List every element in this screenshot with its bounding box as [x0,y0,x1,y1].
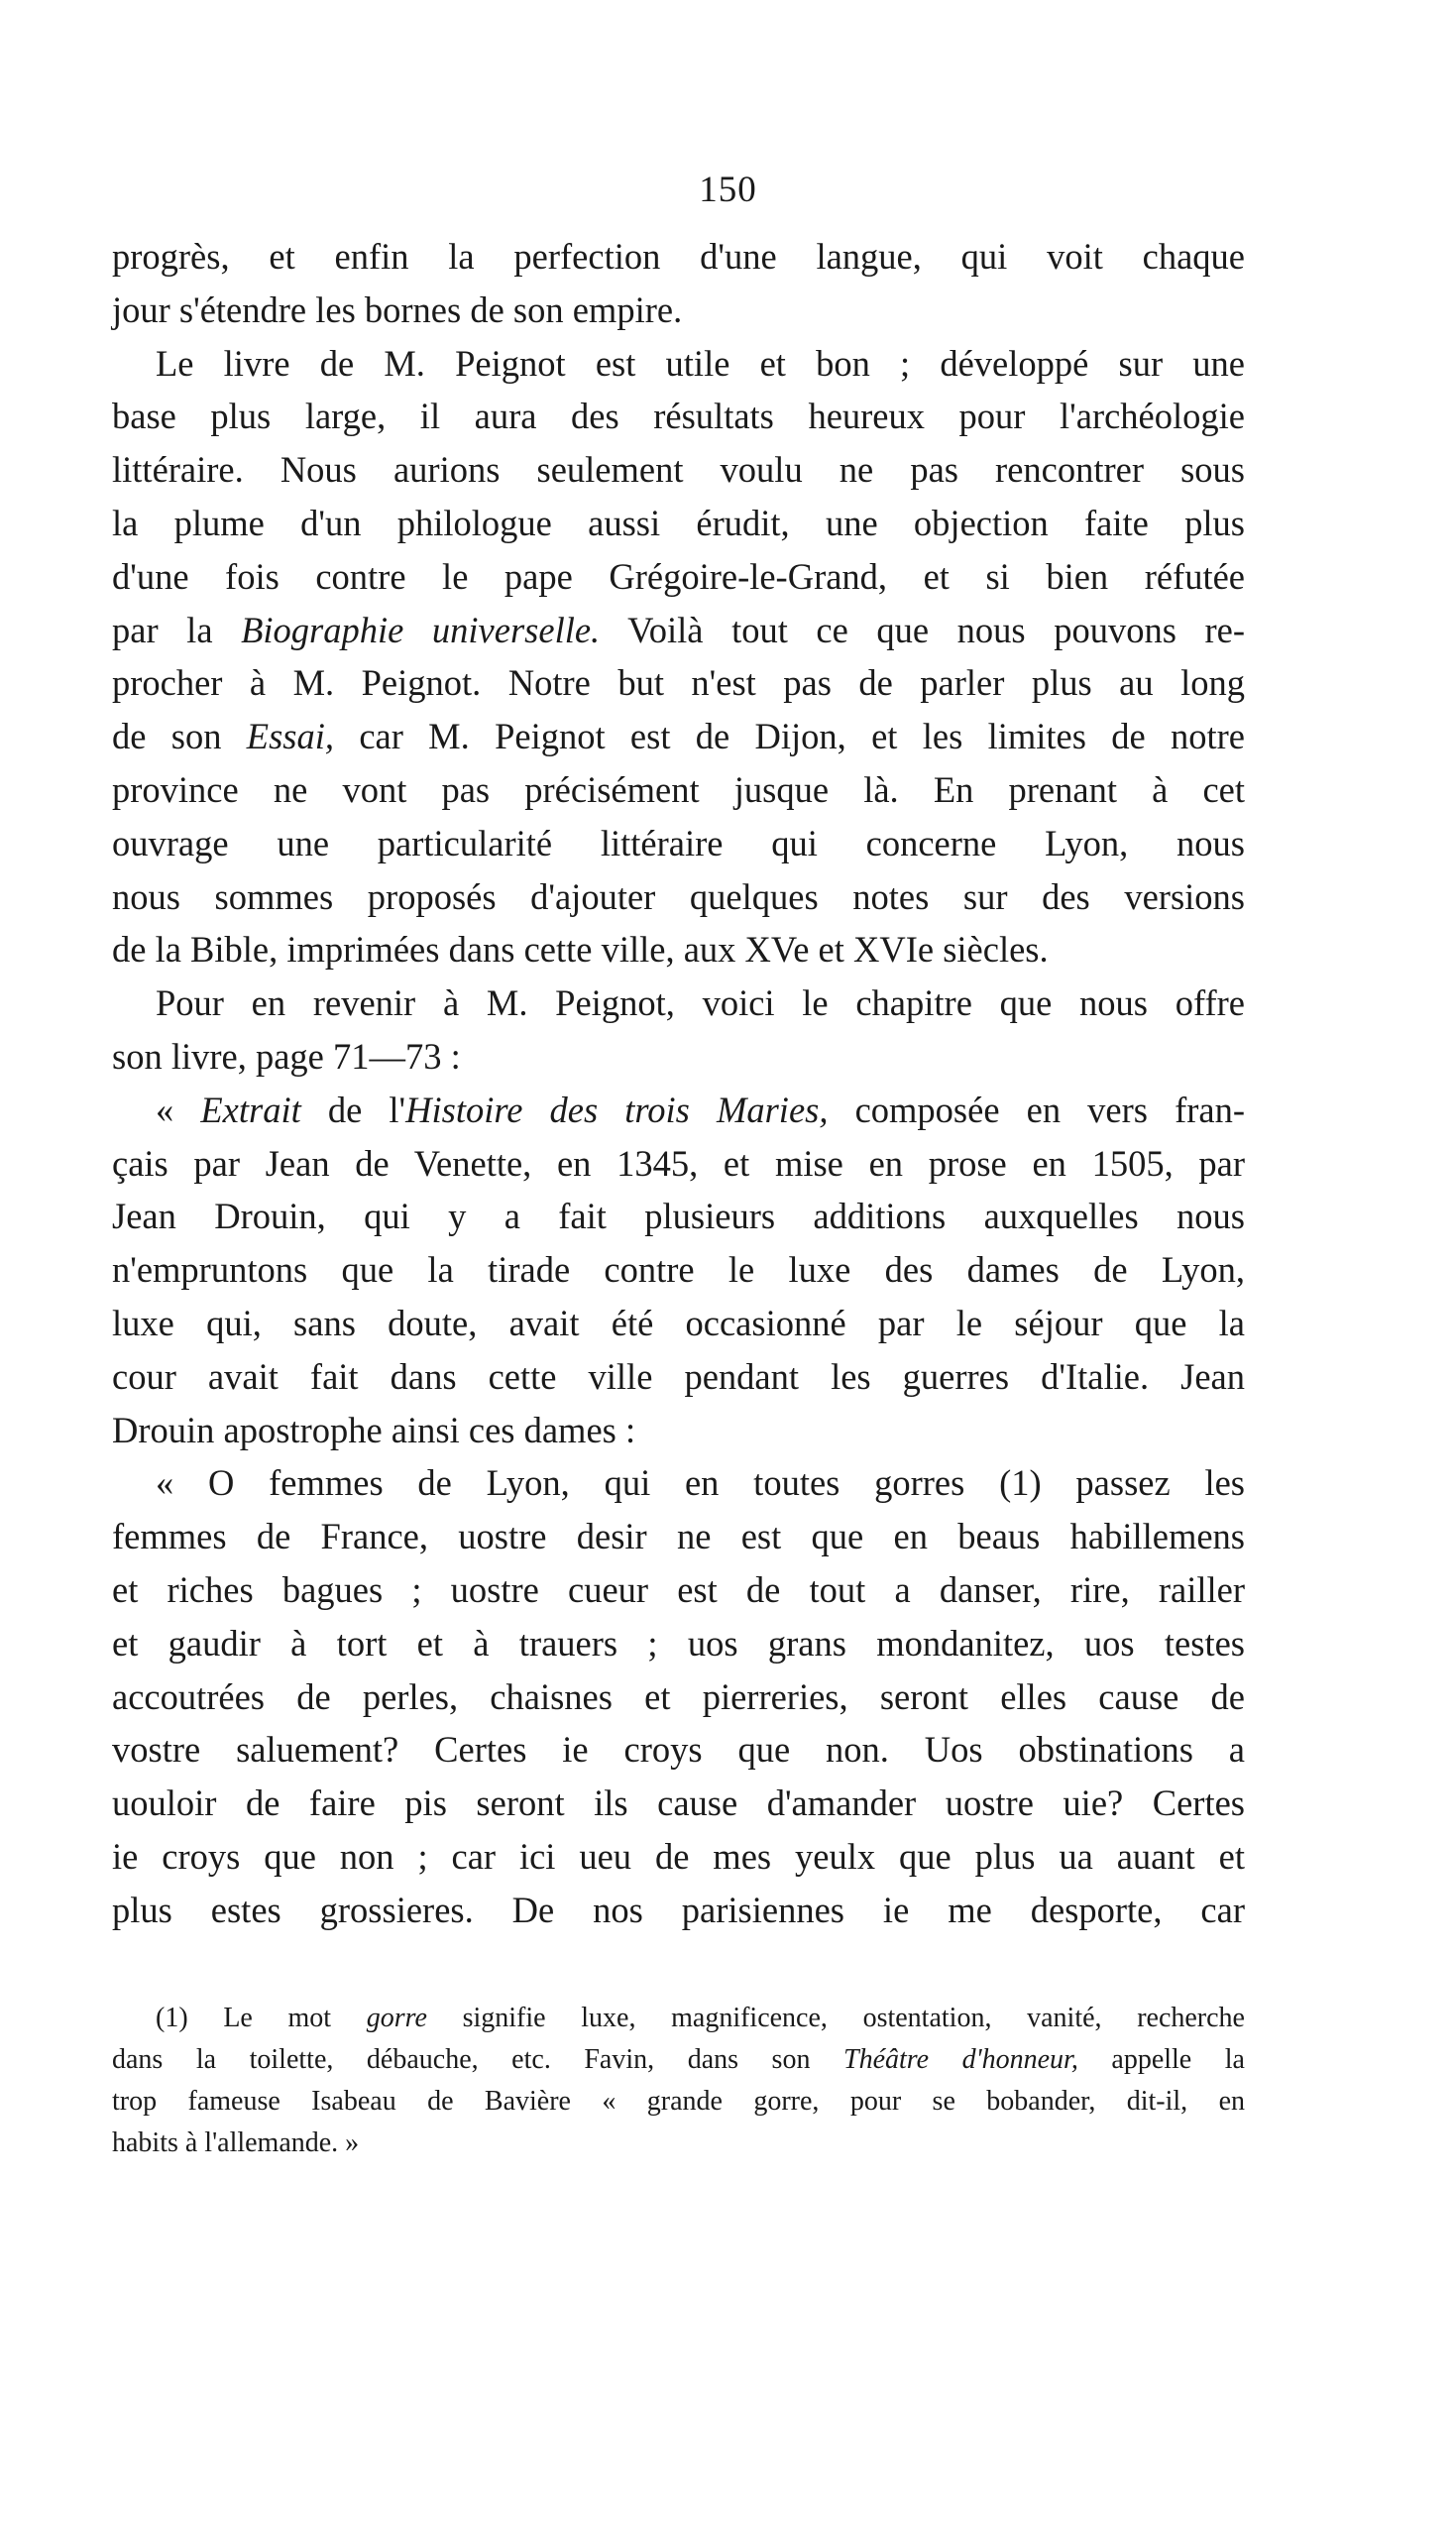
text-line: de la Bible, imprimées dans cette ville, aux XVe et XVIe siècles. [112,929,1049,971]
text-line: uouloir de faire pis seront ils cause d'amander uostre uie? Certes [112,1782,1245,1824]
text-line: Pour en revenir à M. Peignot, voici le chapitre que nous offre [156,982,1245,1024]
footnote-line: (1) Le mot gorre signifie luxe, magnificence, ostentation, vanité, recherche [156,2003,1245,2033]
text-line: vostre saluement? Certes ie croys que non. Uos obstinations a [112,1729,1245,1771]
text-line: Drouin apostrophe ainsi ces dames : [112,1409,636,1450]
text-line: littéraire. Nous aurions seulement voulu ne pas rencontrer sous [112,449,1245,491]
text-line: « Extrait de l'Histoire des trois Maries, composée en vers fran- [156,1089,1246,1130]
text-line: ouvrage une particularité littéraire qui concerne Lyon, nous [112,822,1245,863]
text-line: femmes de France, uostre desir ne est que en beaus habillemens [112,1516,1245,1557]
text-line: et gaudir à tort et à trauers ; uos grans mondanitez, uos testes [112,1622,1245,1664]
footnote-line: dans la toilette, débauche, etc. Favin, dans son Théâtre d'honneur, appelle la [112,2044,1245,2075]
footnote [112,1998,1245,2164]
text-line: progrès, et enfin la perfection d'une langue, qui voit chaque [112,236,1245,277]
text-line: ie croys que non ; car ici ueu de mes yeulx que plus ua auant et [112,1835,1245,1877]
text-line: par la Biographie universelle. Voilà tout ce que nous pouvons re- [112,609,1246,650]
text-line: et riches bagues ; uostre cueur est de tout a danser, rire, railler [112,1568,1245,1610]
text-line: Jean Drouin, qui y a fait plusieurs additions auxquelles nous [112,1196,1245,1237]
italic-title: Biographie universelle. [241,609,601,650]
text-line: luxe qui, sans doute, avait été occasionné par le séjour que la [112,1302,1245,1343]
italic-title: Théâtre d'honneur, [843,2044,1078,2075]
text-line: accoutrées de perles, chaisnes et pierreries, seront elles cause de [112,1675,1245,1717]
text-line: jour s'étendre les bornes de son empire. [112,288,683,330]
text-line: d'une fois contre le pape Grégoire-le-Grand, et si bien réfutée [112,555,1245,597]
italic-title: Histoire des trois Maries, [405,1089,829,1130]
text-line: cour avait fait dans cette ville pendant les guerres d'Italie. Jean [112,1355,1245,1397]
text-line: son livre, page 71—73 : [112,1035,461,1077]
text-line: çais par Jean de Venette, en 1345, et mise en prose en 1505, par [112,1142,1245,1184]
text-line: n'empruntons que la tirade contre le luxe des dames de Lyon, [112,1249,1245,1291]
text-line: nous sommes proposés d'ajouter quelques notes sur des versions [112,875,1245,917]
text-line: « O femmes de Lyon, qui en toutes gorres (1) passez les [156,1462,1245,1504]
text-line: la plume d'un philologue aussi érudit, une objection faite plus [112,502,1245,543]
page-number: 150 [699,170,757,210]
italic-title: Extrait [200,1089,301,1130]
footnote-line: habits à l'allemande. » [112,2127,360,2158]
text-line: de son Essai, car M. Peignot est de Dijon, et les limites de notre [112,716,1246,757]
text-line: base plus large, il aura des résultats heureux pour l'archéologie [112,396,1245,437]
footnote-line: trop fameuse Isabeau de Bavière « grande gorre, pour se bobander, dit-il, en [112,2086,1245,2117]
text-line: plus estes grossieres. De nos parisiennes ie me desporte, car [112,1889,1245,1930]
text-line: province ne vont pas précisément jusque là. En prenant à cet [112,768,1245,810]
italic-term: gorre [366,2003,427,2033]
italic-title: Essai, [246,716,335,757]
text-line: procher à M. Peignot. Notre but n'est pas de parler plus au long [112,662,1245,704]
text-line: Le livre de M. Peignot est utile et bon ; développé sur une [156,342,1245,384]
body-text [112,230,1245,1937]
